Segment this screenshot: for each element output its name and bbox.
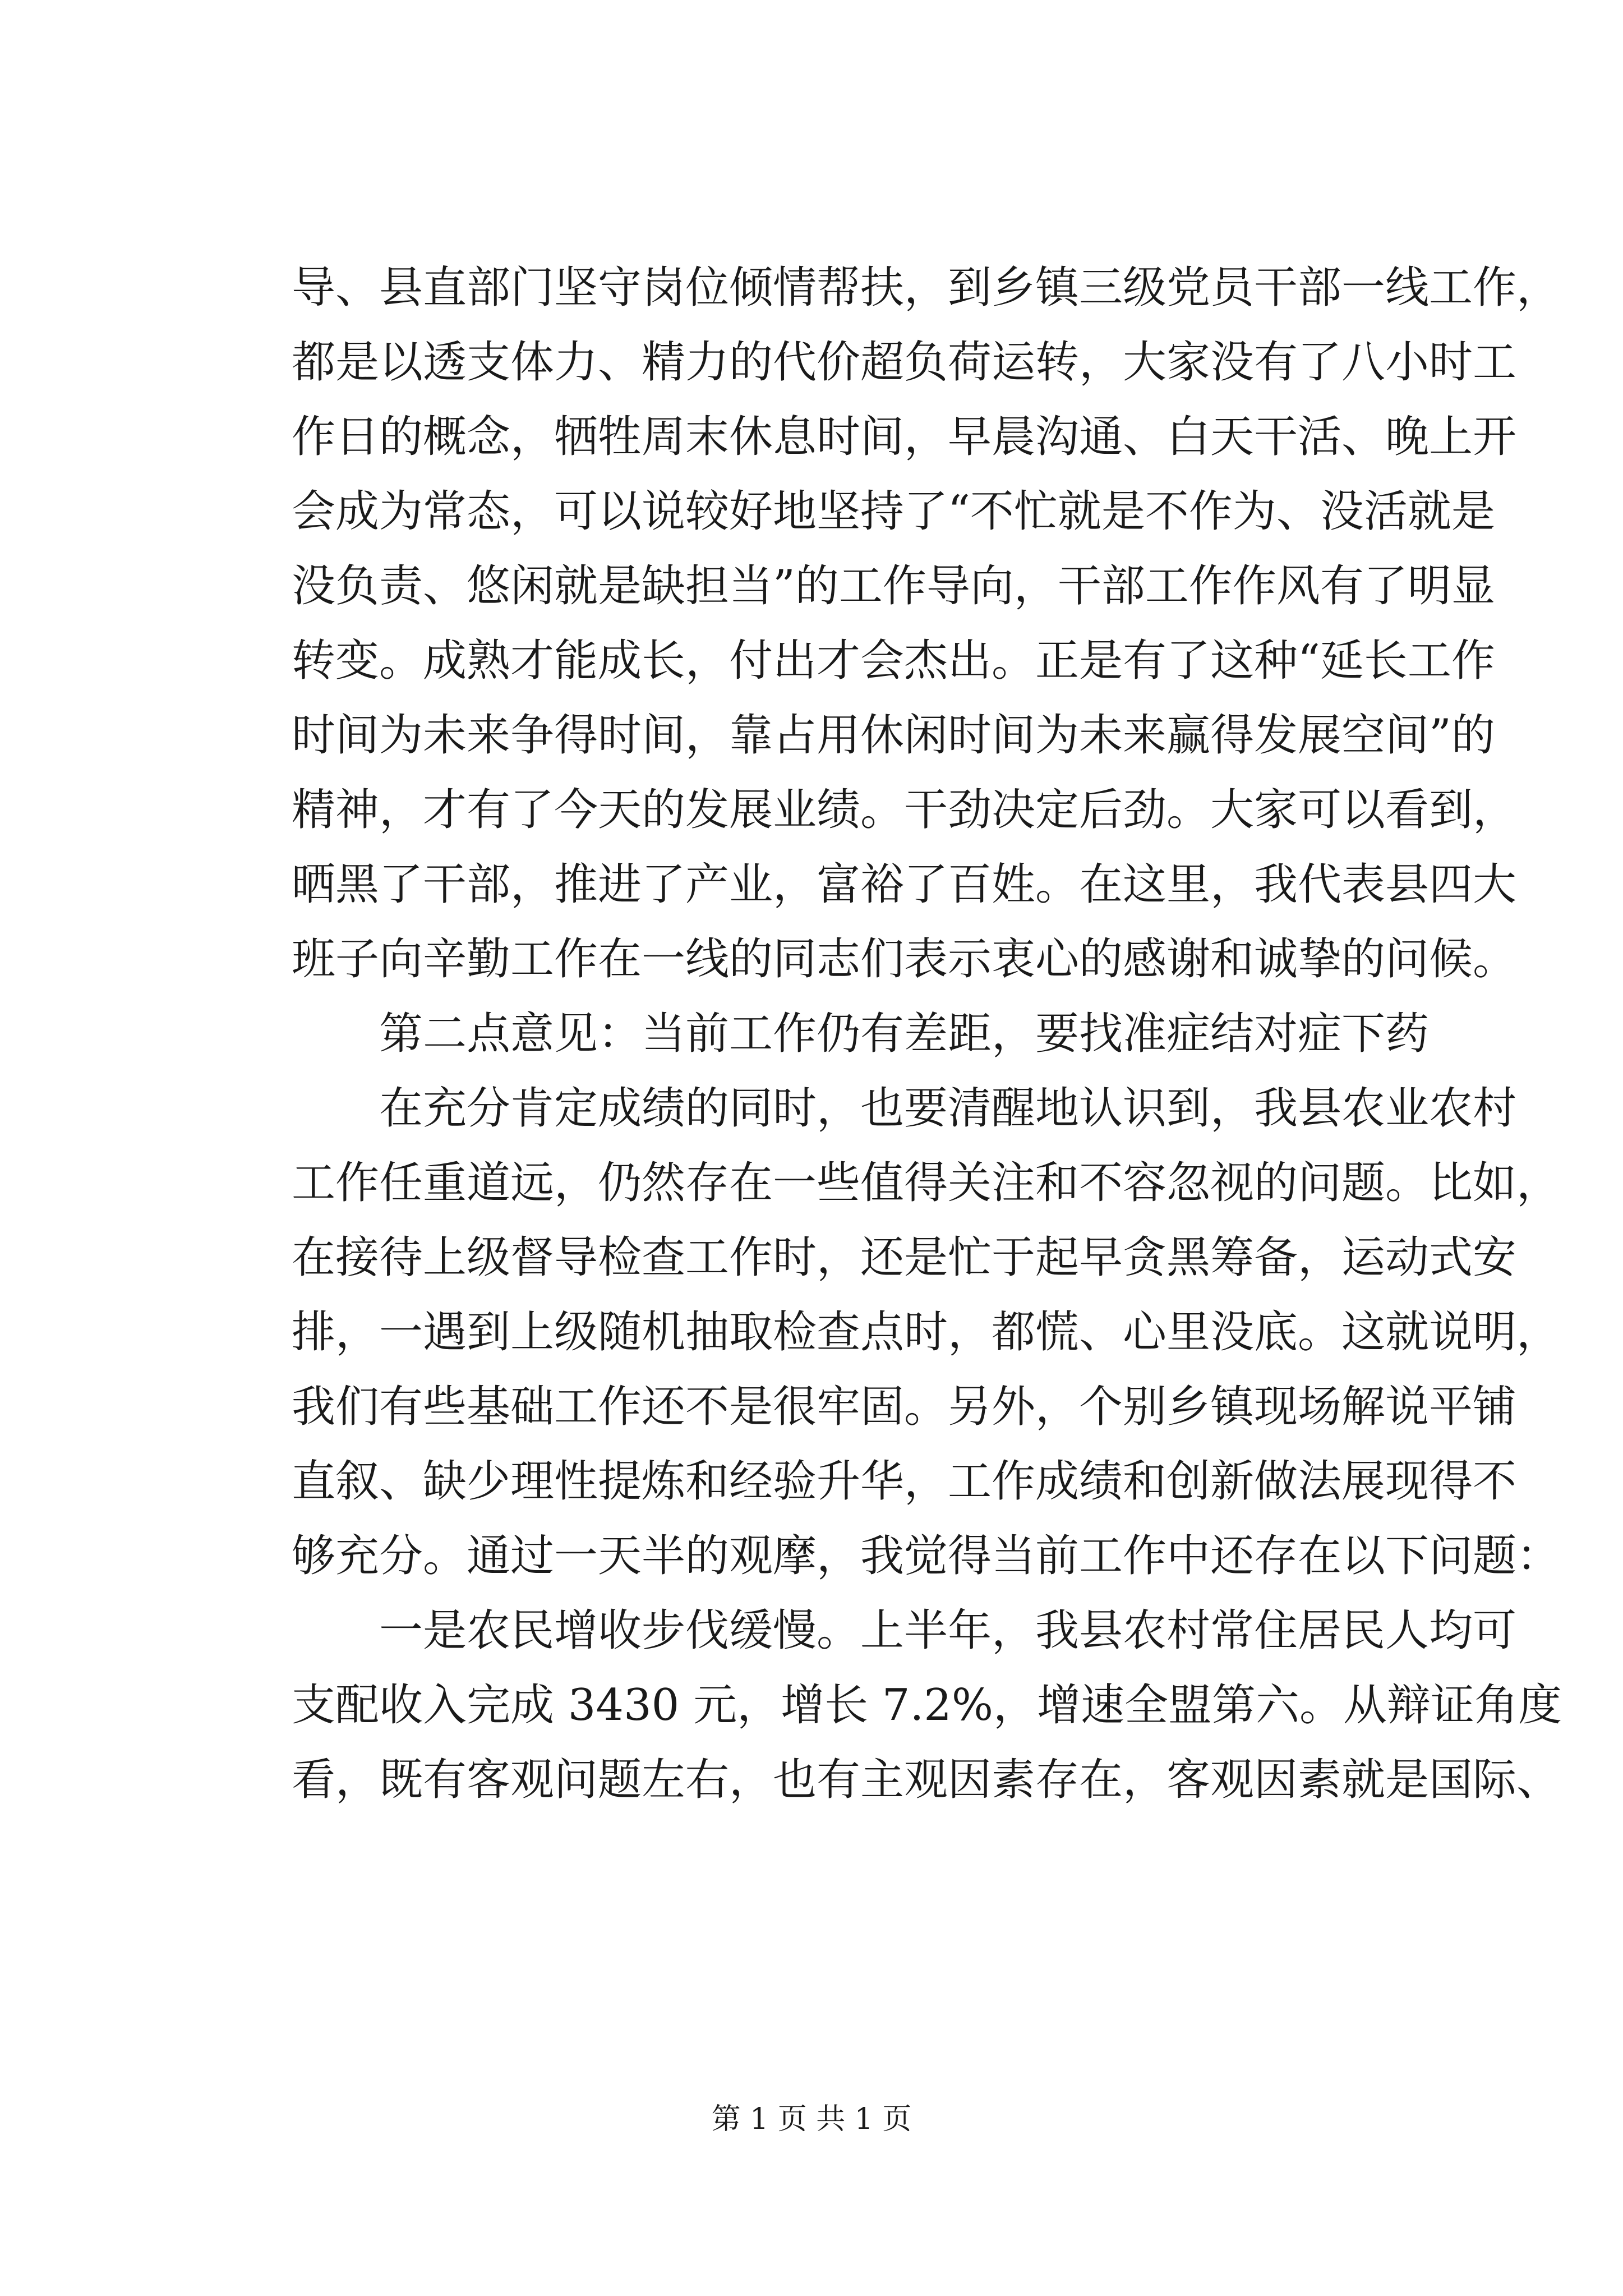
text-line: 支配收入完成 3430 元，增长 7.2%，增速全盟第六。从辩证角度 (292, 1680, 1562, 1731)
text-line: 没负责、悠闲就是缺担当”的工作导向，干部工作作风有了明显 (292, 561, 1495, 611)
text-line: 够充分。通过一天半的观摩，我觉得当前工作中还存在以下问题： (292, 1531, 1561, 1581)
text-line: 看，既有客观问题左右，也有主观因素存在，客观因素就是国际、 (292, 1755, 1561, 1805)
text-line: 都是以透支体力、精力的代价超负荷运转，大家没有了八小时工 (292, 337, 1517, 388)
text-line: 精神，才有了今天的发展业绩。干劲决定后劲。大家可以看到， (292, 785, 1517, 835)
text-line: 我们有些基础工作还不是很牢固。另外，个别乡镇现场解说平铺 (292, 1382, 1517, 1432)
text-line: 作日的概念，牺牲周末休息时间，早晨沟通、白天干活、晚上开 (292, 412, 1517, 462)
text-line: 直叙、缺少理性提炼和经验升华，工作成绩和创新做法展现得不 (292, 1456, 1517, 1507)
text-line: 班子向辛勤工作在一线的同志们表示衷心的感谢和诚挚的问候。 (292, 934, 1517, 984)
text-line: 在充分肯定成绩的同时，也要清醒地认识到，我县农业农村 (379, 1083, 1517, 1134)
text-line: 一是农民增收步伐缓慢。上半年，我县农村常住居民人均可 (379, 1605, 1517, 1656)
body-text (292, 251, 1562, 1818)
text-line: 第二点意见：当前工作仍有差距，要找准症结对症下药 (379, 1009, 1430, 1059)
text-line: 转变。成熟才能成长，付出才会杰出。正是有了这种“延长工作 (292, 636, 1495, 686)
text-line: 工作任重道远，仍然存在一些值得关注和不容忽视的问题。比如， (292, 1158, 1561, 1208)
text-line: 导、县直部门坚守岗位倾情帮扶，到乡镇三级党员干部一线工作， (292, 263, 1561, 313)
text-line: 会成为常态，可以说较好地坚持了“不忙就是不作为、没活就是 (292, 486, 1495, 537)
page-footer: 第 1 页 共 1 页 (711, 2102, 912, 2136)
text-line: 晒黑了干部，推进了产业，富裕了百姓。在这里，我代表县四大 (292, 859, 1517, 910)
text-line: 在接待上级督导检查工作时，还是忙于起早贪黑筹备，运动式安 (292, 1232, 1517, 1283)
text-line: 排，一遇到上级随机抽取检查点时，都慌、心里没底。这就说明， (292, 1307, 1561, 1358)
text-line: 时间为未来争得时间，靠占用休闲时间为未来赢得发展空间”的 (292, 710, 1495, 761)
